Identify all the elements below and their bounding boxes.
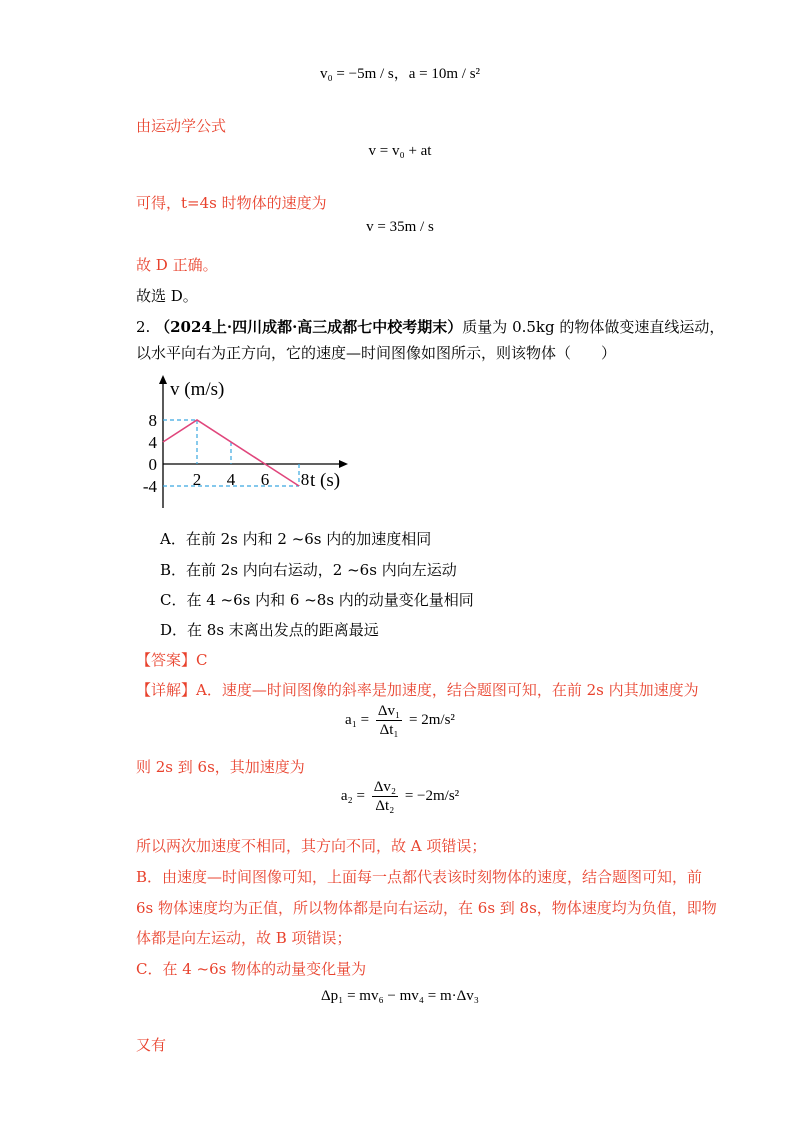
t4-line: 可得，t=4s 时物体的速度为 [136, 194, 327, 212]
eq-a2 [0, 778, 800, 815]
eq-a1-lhs: a₁ = [345, 711, 370, 728]
d-correct-line: 故 D 正确。 [136, 256, 218, 274]
option-b[interactable]: B．在前 2s 内向右运动，2 ~6s 内向左运动 [160, 561, 457, 579]
eq-a1 [0, 702, 800, 739]
question-number: 2. [136, 318, 151, 336]
detail-a [136, 679, 699, 700]
question-2-line2: 以水平向右为正方向，它的速度—时间图像如图所示，则该物体（ ） [136, 344, 617, 362]
eq-a2-num: Δv₂ [373, 779, 397, 795]
eq-kinematic: v = v₀ + at [368, 143, 432, 159]
select-d-line: 故选 D。 [136, 287, 198, 305]
y-tick-label: 0 [148, 455, 157, 474]
formula-intro: 由运动学公式 [136, 117, 227, 135]
answer: 【答案】C [136, 651, 208, 669]
eq-dp: Δp₁ = mv₆ − mv₄ = m·Δv₃ [320, 988, 480, 1004]
y-axis-arrow-icon [159, 375, 167, 384]
eq-a1-rhs: = 2m/s² [409, 711, 455, 728]
line-2to6: 则 2s 到 6s，其加速度为 [136, 758, 305, 776]
also-line: 又有 [136, 1036, 167, 1054]
y-tick-label: 8 [148, 411, 157, 430]
x-axis-label: t (s) [310, 470, 341, 491]
b-line-3: 体都是向左运动，故 B 项错误； [136, 929, 352, 947]
c-line: C．在 4 ~6s 物体的动量变化量为 [136, 960, 367, 978]
eq-a2-rhs: = −2m/s² [404, 787, 460, 804]
velocity-time-graph [138, 373, 378, 513]
x-tick-label: 8 [300, 470, 310, 489]
eq-a2-lhs: a₂ = [340, 787, 365, 804]
eq-a1-den: Δt₁ [379, 722, 399, 738]
y-axis-label: v (m/s) [170, 379, 225, 400]
x-tick-label: 4 [226, 470, 236, 489]
detail-label: 【详解】 [136, 681, 197, 699]
eq-v35: v = 35m / s [366, 219, 434, 235]
x-tick-label: 2 [192, 470, 202, 489]
eq-a1-num: Δv₁ [377, 703, 401, 719]
question-source: （2024上·四川成都·高三成都七中校考期末） [155, 318, 463, 336]
b-line-2: 6s 物体速度均为正值，所以物体都是向右运动，在 6s 到 8s，物体速度均为负值，即物 [136, 899, 717, 917]
eq-a2-den: Δt₂ [375, 798, 395, 814]
eq-v0-a: v₀ = −5m / s，a = 10m / s² [319, 66, 481, 82]
b-line-1: B．由速度—时间图像可知，上面每一点都代表该时刻物体的速度，结合题图可知，前 [136, 868, 703, 886]
question-2-line1 [136, 316, 724, 337]
y-tick-label: 4 [148, 433, 157, 452]
a-wrong-line: 所以两次加速度不相同，其方向不同，故 A 项错误； [136, 837, 487, 855]
option-a[interactable]: A．在前 2s 内和 2 ~6s 内的加速度相同 [160, 530, 432, 548]
option-d[interactable]: D．在 8s 末离出发点的距离最远 [160, 621, 379, 639]
y-tick-label: -4 [142, 477, 157, 496]
option-c[interactable]: C．在 4 ~6s 内和 6 ~8s 内的动量变化量相同 [160, 591, 474, 609]
x-tick-label: 6 [260, 470, 270, 489]
detail-a-text: A．速度—时间图像的斜率是加速度，结合题图可知，在前 2s 内其加速度为 [196, 681, 699, 699]
question-text-1: 质量为 0.5kg 的物体做变速直线运动， [462, 318, 725, 336]
x-axis-arrow-icon [339, 460, 348, 468]
